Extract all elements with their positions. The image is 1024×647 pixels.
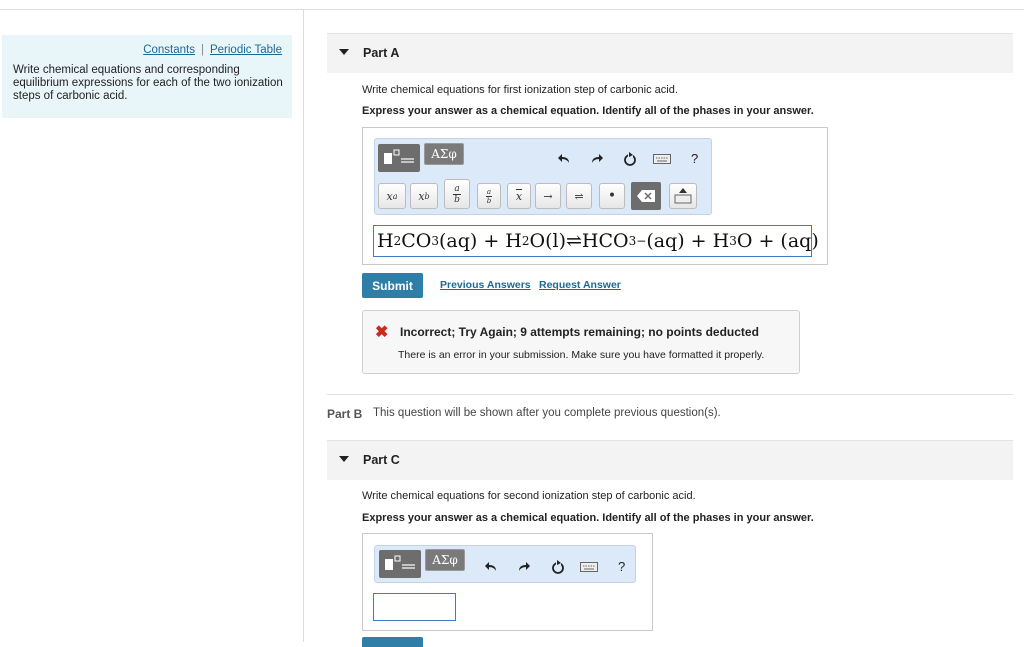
reset-icon[interactable] [550, 559, 566, 577]
equilibrium-arrow-button[interactable]: ⇌ [566, 183, 592, 209]
keyboard-up-icon [674, 187, 692, 205]
part-a-header[interactable] [327, 33, 1013, 73]
collapse-triangle-icon[interactable] [339, 49, 349, 55]
template-menu-button[interactable] [379, 550, 421, 578]
top-divider [0, 9, 1024, 10]
previous-answers-link[interactable]: Previous Answers [440, 279, 531, 291]
feedback-detail: There is an error in your submission. Make sure you have formatted it properly. [398, 349, 765, 361]
column-divider [303, 9, 304, 642]
eq-h: H [377, 230, 394, 252]
incorrect-x-icon: ✖ [375, 324, 389, 341]
part-c-prompt: Write chemical equations for second ionization step of carbonic acid. [362, 490, 696, 502]
redo-icon[interactable] [517, 560, 531, 576]
link-separator: | [200, 44, 204, 56]
problem-intro-text: Write chemical equations and corresponding equilibrium expressions for each of the two ionization steps of carbonic acid. [13, 64, 283, 102]
fraction-button[interactable]: a b [444, 179, 470, 209]
part-c-answer-box [362, 533, 653, 631]
keyboard-icon[interactable] [580, 561, 598, 575]
feedback-box [362, 310, 800, 374]
math-toolbar [374, 138, 712, 215]
delete-button[interactable] [631, 182, 661, 210]
undo-icon[interactable] [484, 560, 498, 576]
undo-icon[interactable] [557, 152, 571, 168]
part-a-title: Part A [363, 46, 400, 60]
part-c-header[interactable] [327, 440, 1013, 480]
eq-co-sub: 3 [431, 234, 439, 248]
keyboard-toggle-button[interactable] [669, 183, 697, 209]
greek-symbols-button[interactable]: ΑΣφ [424, 143, 464, 165]
eq-part2: O(l)⇌HCO [529, 230, 629, 252]
reset-icon[interactable] [622, 151, 638, 169]
delete-icon [636, 189, 656, 203]
reaction-arrow-button[interactable]: → [535, 183, 561, 209]
problem-intro-panel [2, 35, 292, 118]
subscript-button[interactable]: x b [410, 183, 438, 209]
feedback-headline: Incorrect; Try Again; 9 attempts remaining; no points deducted [400, 325, 759, 339]
part-a-instruction: Express your answer as a chemical equation. Identify all of the phases in your answer. [362, 105, 814, 117]
help-button[interactable]: ? [618, 559, 626, 574]
overbar-button[interactable]: $\overline{x}$ [507, 183, 531, 209]
redo-icon[interactable] [590, 152, 604, 168]
eq-part1: (aq) + H [438, 230, 522, 252]
part-b-message: This question will be shown after you complete previous question(s). [373, 407, 721, 419]
part-c-equation-input[interactable] [373, 593, 456, 621]
keyboard-icon[interactable] [653, 153, 671, 167]
eq-h-sub: 2 [393, 234, 402, 248]
dot-button[interactable]: • [599, 183, 625, 209]
small-fraction-button[interactable]: a b [477, 183, 501, 209]
eq-part4: O + (aq) [736, 230, 819, 252]
eq-h2-sub: 2 [521, 234, 530, 248]
constants-link[interactable]: Constants [143, 44, 195, 56]
part-c-submit-button[interactable] [362, 637, 423, 647]
resource-links [13, 44, 282, 56]
part-c-instruction: Express your answer as a chemical equation. Identify all of the phases in your answer. [362, 512, 814, 524]
part-a-answer-box [362, 127, 828, 265]
part-a-equation-input[interactable] [373, 225, 819, 257]
periodic-table-link[interactable]: Periodic Table [209, 44, 282, 56]
part-b-row [327, 394, 1013, 432]
collapse-triangle-icon[interactable] [339, 456, 349, 462]
eq-hco-sub: 3− [628, 234, 647, 248]
template-menu-button[interactable] [378, 144, 420, 172]
part-c-title: Part C [363, 453, 400, 467]
superscript-button[interactable]: x a [378, 183, 406, 209]
submit-button[interactable]: Submit [362, 273, 423, 298]
help-button[interactable]: ? [691, 151, 699, 166]
request-answer-link[interactable]: Request Answer [539, 279, 621, 291]
part-b-label: Part B [327, 407, 363, 421]
eq-co: CO [401, 230, 432, 252]
template-icon [379, 550, 421, 578]
greek-symbols-button[interactable]: ΑΣφ [425, 549, 465, 571]
template-icon [378, 144, 420, 172]
eq-part3: (aq) + H [646, 230, 730, 252]
part-a-prompt: Write chemical equations for first ionization step of carbonic acid. [362, 84, 678, 96]
part-c-math-toolbar [374, 545, 636, 583]
eq-h3-sub: 3 [729, 234, 737, 248]
